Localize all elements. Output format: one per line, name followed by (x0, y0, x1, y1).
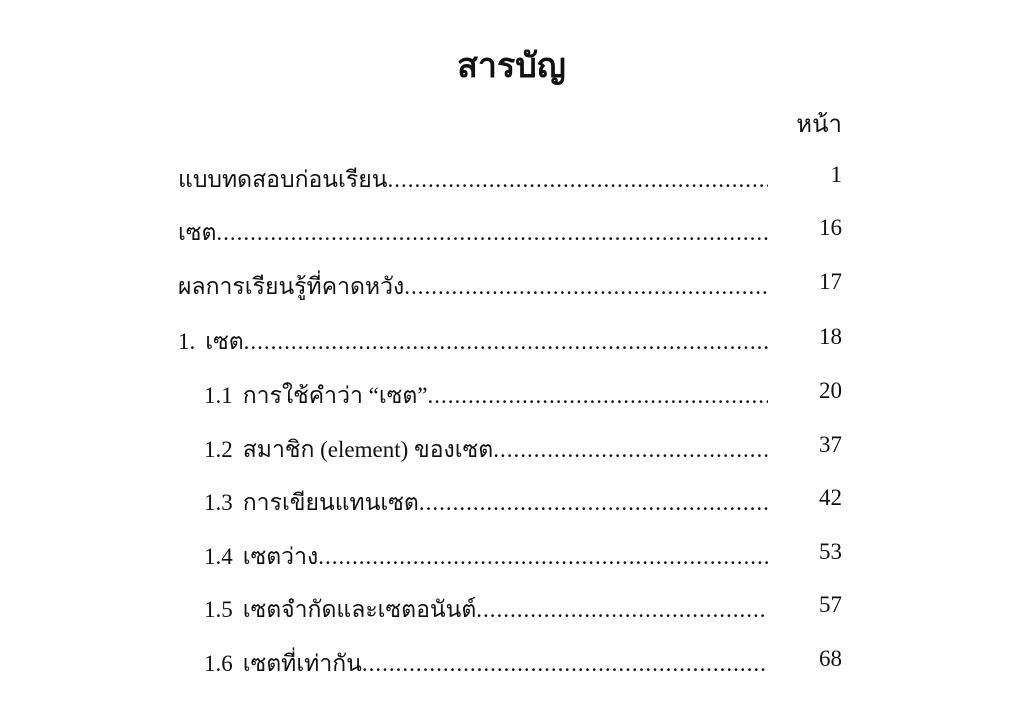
toc-entry-page: 68 (819, 646, 842, 671)
toc-entry-page: 1 (830, 162, 842, 187)
toc-entry-1-5 (0, 592, 1023, 632)
toc-entry-1-1 (0, 378, 1023, 418)
toc-entry-label: การใช้คำว่า “เซต” (242, 383, 428, 408)
toc-entry-number: 1.5 (204, 597, 233, 622)
toc-entry-number: 1.1 (204, 383, 233, 408)
dot-leader (318, 544, 768, 570)
toc-entry-page: 37 (819, 432, 842, 457)
toc-entry-page: 17 (819, 269, 842, 294)
toc-entry-number: 1.2 (204, 437, 233, 462)
toc-entry-label: เซต (178, 220, 217, 245)
toc-entry-pretest (0, 162, 1023, 202)
dot-leader (244, 329, 768, 355)
toc-entry-number: 1.4 (204, 544, 233, 569)
dot-leader (419, 490, 768, 516)
toc-entry-page: 53 (819, 539, 842, 564)
toc-entry-label: เซต (205, 329, 244, 354)
toc-entry-number: 1. (178, 329, 196, 354)
dot-leader (387, 167, 768, 193)
toc-entry-page: 18 (819, 324, 842, 349)
dot-leader (493, 437, 768, 463)
dot-leader (428, 383, 769, 409)
toc-entry-chapter-1 (0, 324, 1023, 364)
page-title: สารบัญ (457, 48, 566, 85)
toc-entry-1-6 (0, 646, 1023, 686)
toc-entry-set-intro (0, 215, 1023, 255)
toc-entry-label: แบบทดสอบก่อนเรียน (178, 167, 388, 192)
toc-entry-page: 42 (819, 485, 842, 510)
dot-leader (216, 220, 768, 246)
toc-entry-label: เซตว่าง (242, 544, 319, 569)
toc-entry-1-2 (0, 432, 1023, 472)
toc-entry-1-3 (0, 485, 1023, 525)
toc-entry-page: 16 (819, 215, 842, 240)
toc-entry-learning-outcomes (0, 269, 1023, 309)
toc-entry-label: ผลการเรียนรู้ที่คาดหวัง (178, 274, 405, 299)
dot-leader (404, 274, 768, 300)
page-column-label: หน้า (796, 112, 842, 138)
toc-entry-number: 1.6 (204, 651, 233, 676)
toc-entry-page: 57 (819, 592, 842, 617)
dot-leader (476, 597, 768, 623)
toc-entry-label: สมาชิก (element) ของเซต (242, 437, 494, 462)
toc-entry-label: เซตจำกัดและเซตอนันต์ (242, 597, 477, 622)
toc-entry-1-4 (0, 539, 1023, 579)
toc-entry-page: 20 (819, 378, 842, 403)
dot-leader (362, 651, 768, 677)
toc-entry-number: 1.3 (204, 490, 233, 515)
toc-entry-label: การเขียนแทนเซต (242, 490, 419, 515)
toc-entry-label: เซตที่เท่ากัน (242, 651, 362, 676)
